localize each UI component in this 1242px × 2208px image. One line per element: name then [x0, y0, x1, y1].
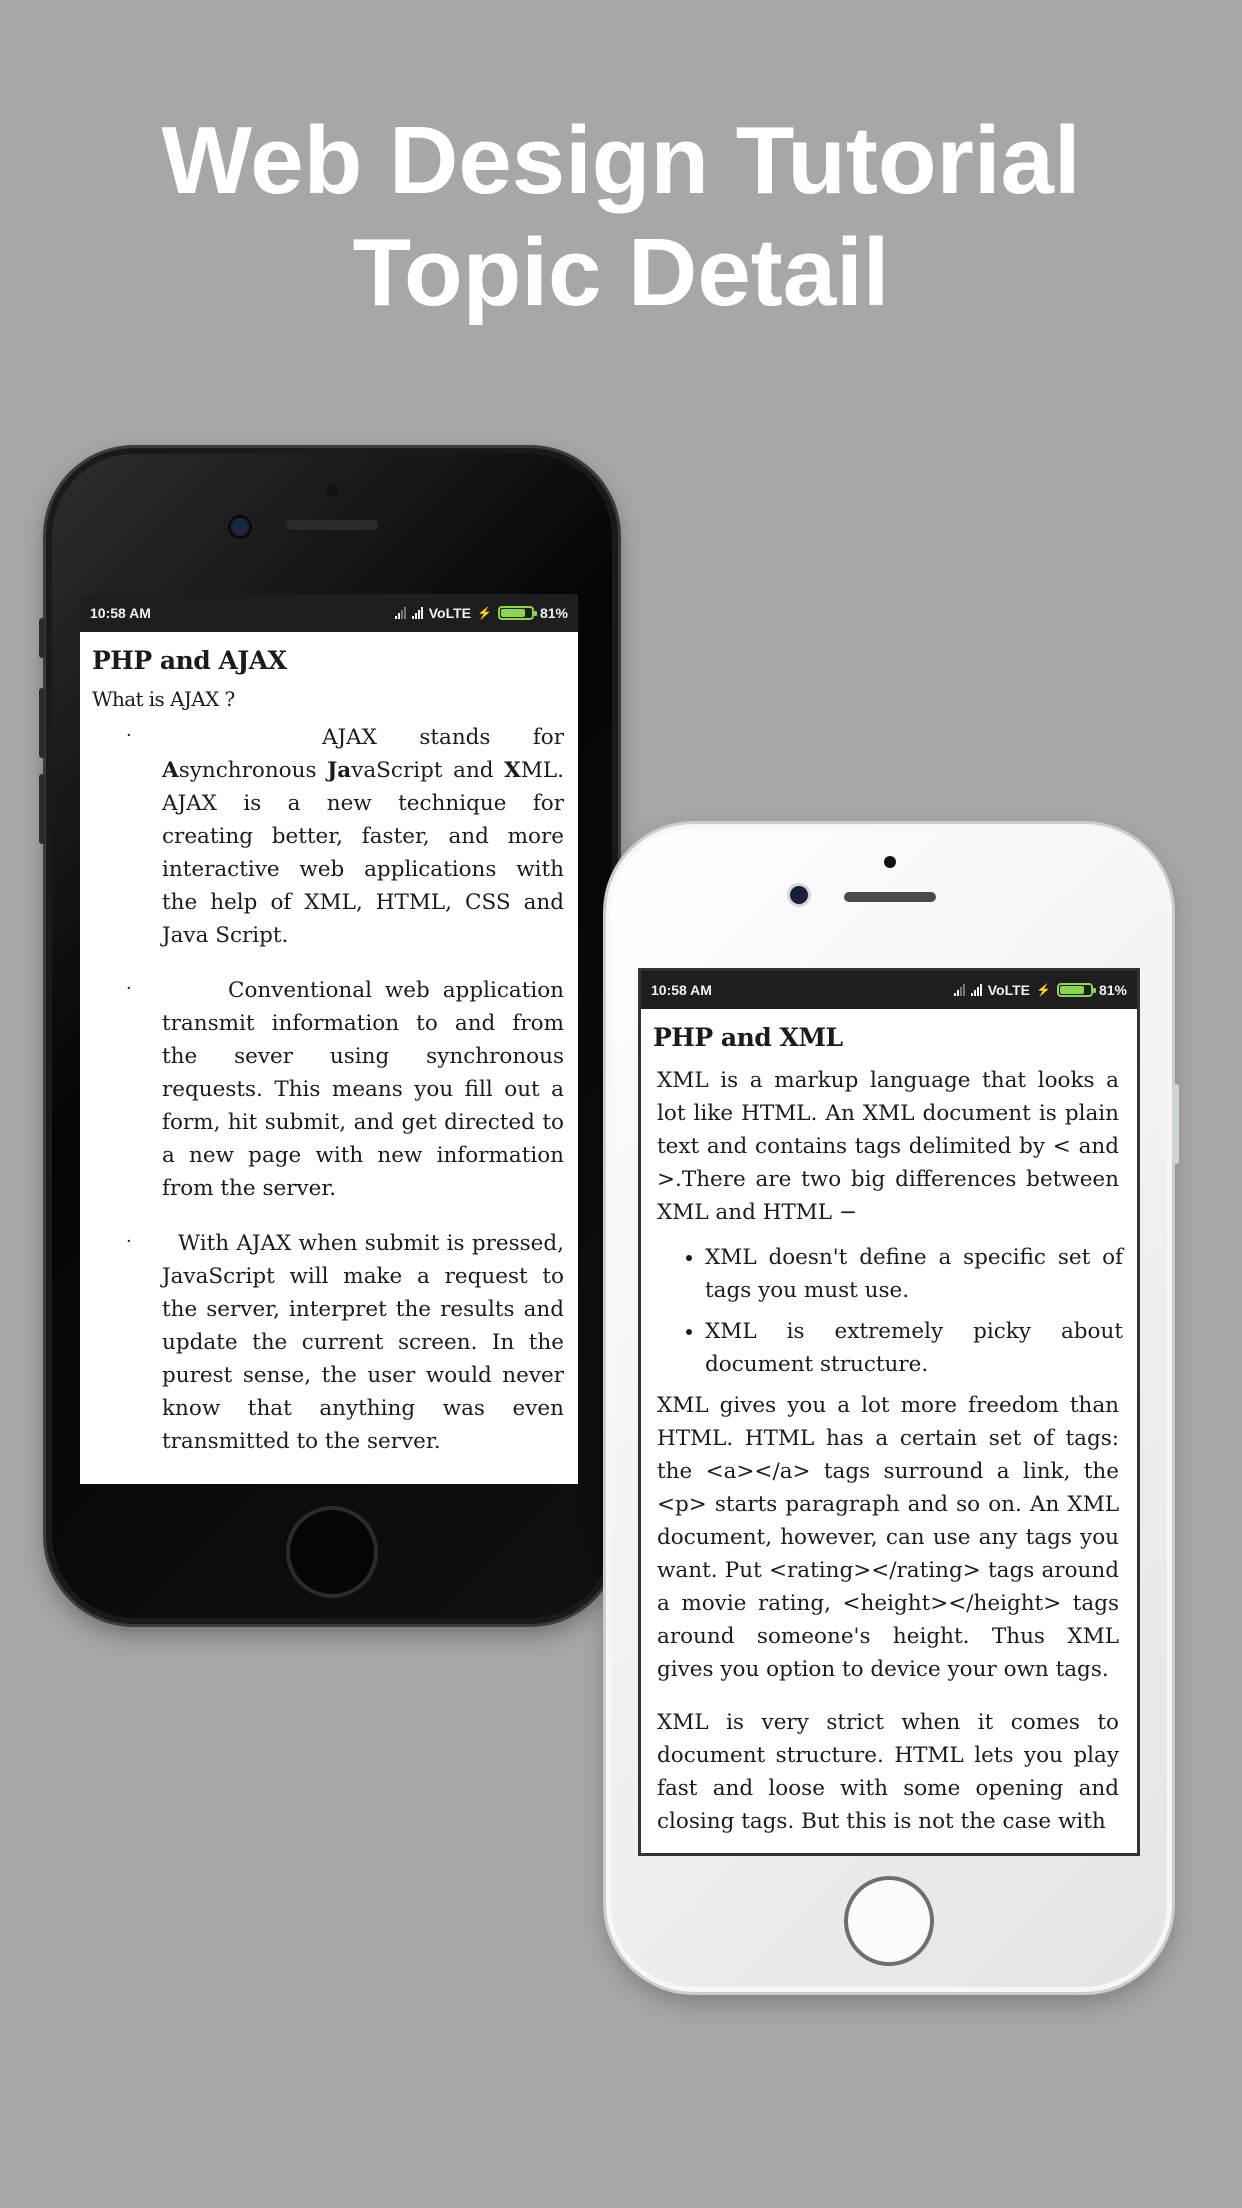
topic-content: [641, 1009, 1137, 1838]
list-item-text: With AJAX when submit is pressed, JavaScript will make a request to the server, interpret the results and update the current screen. In the purest sense, the user would never know that anything was even transmitted to the server.: [162, 1231, 564, 1454]
topic-title: PHP and AJAX: [92, 646, 287, 675]
phone-screen: [638, 968, 1140, 1856]
proximity-sensor: [326, 484, 338, 496]
front-camera-icon: [231, 518, 249, 536]
list-item-text: ML. AJAX is a new technique for creating better, faster, and more interactive web applications with the help of XML, HTML, CSS and Java Script.: [162, 758, 564, 948]
strictness-paragraph: XML is very strict when it comes to document structure. HTML lets you play fast and loose with some opening and closing tags. But this is not the case with: [657, 1710, 1119, 1834]
status-bar: [641, 971, 1137, 1009]
topic-content: [80, 632, 578, 1458]
power-button: [1173, 1084, 1179, 1164]
signal-sim1-icon: [954, 984, 965, 996]
intro-paragraph: XML is a markup language that looks a lot like HTML. An XML document is plain text and contains tags delimited by < and >.There are two big differences between XML and HTML −: [657, 1068, 1119, 1225]
home-button: [844, 1876, 934, 1966]
ajax-points-list: [92, 721, 564, 1458]
topic-subheading: What is AJAX ?: [92, 687, 235, 711]
bold-initial: A: [162, 758, 179, 783]
status-time: 10:58 AM: [651, 982, 712, 998]
bold-initial: Ja: [327, 758, 352, 783]
promo-headline: [0, 105, 1242, 329]
phone-mockup-black: [46, 448, 618, 1624]
differences-list: [653, 1241, 1123, 1381]
earpiece-speaker: [286, 520, 378, 530]
signal-sim2-icon: [412, 607, 423, 619]
proximity-sensor: [884, 856, 896, 868]
battery-icon: [498, 606, 534, 620]
list-item: • XML is extremely picky about document structure.: [705, 1315, 1123, 1381]
list-item: [92, 974, 564, 1205]
charging-bolt-icon: ⚡: [477, 606, 492, 620]
volte-label: VoLTE: [428, 605, 472, 621]
signal-sim1-icon: [395, 607, 406, 619]
list-item: [92, 1227, 564, 1458]
list-item-text: synchronous: [178, 758, 328, 783]
earpiece-speaker: [844, 892, 936, 902]
headline-line-1: Web Design Tutorial: [161, 107, 1081, 214]
status-bar: [80, 594, 578, 632]
volume-down-button: [39, 774, 45, 844]
headline-line-2: Topic Detail: [352, 219, 890, 326]
volume-up-button: [39, 688, 45, 758]
volte-label: VoLTE: [987, 982, 1031, 998]
list-item-text: Conventional web application transmit information to and from the sever using synchronous requests. This means you fill out a form, hit submit, and get directed to a new page with new information from the server.: [162, 978, 564, 1201]
list-item-lead: AJAX stands for: [322, 725, 564, 750]
charging-bolt-icon: ⚡: [1036, 983, 1051, 997]
signal-sim2-icon: [971, 984, 982, 996]
topic-title: PHP and XML: [653, 1023, 843, 1052]
status-time: 10:58 AM: [90, 605, 151, 621]
battery-percent: 81%: [1098, 982, 1127, 998]
phone-screen: [80, 594, 578, 1484]
bold-initial: X: [504, 758, 521, 783]
home-button: [286, 1506, 378, 1598]
freedom-paragraph: XML gives you a lot more freedom than HTML. HTML has a certain set of tags: the <a></a> tags surround a link, the <p> starts paragraph and so on. An XML document, however, can use any tags you want. Put <rating></rating> tags around a movie rating, <height></height> tags around someone's height. Thus XML gives you option to device your own tags.: [657, 1393, 1119, 1682]
list-item: [92, 721, 564, 952]
list-item: • XML doesn't define a specific set of tags you must use.: [705, 1241, 1123, 1307]
battery-icon: [1057, 983, 1093, 997]
front-camera-icon: [790, 886, 808, 904]
battery-percent: 81%: [539, 605, 568, 621]
phone-mockup-white: [606, 824, 1172, 1992]
list-item-text: vaScript and: [351, 758, 505, 783]
mute-switch: [39, 618, 45, 658]
